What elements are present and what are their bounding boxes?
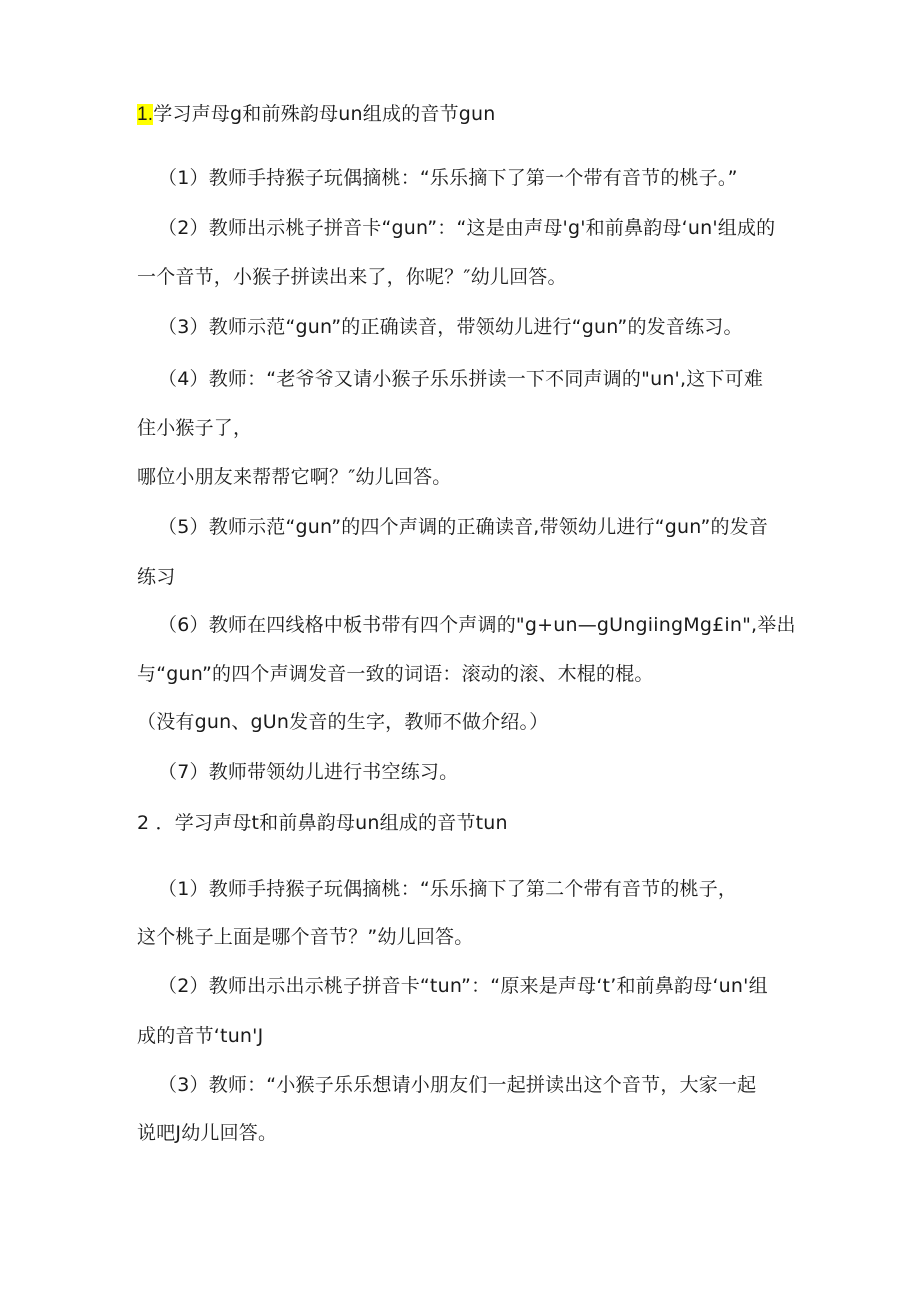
- section-1-title: 学习声母g和前殊韵母un组成的音节gun: [153, 103, 496, 125]
- paragraph-continuation: 哪位小朋友来帮帮它啊？″幼儿回答。: [137, 466, 452, 488]
- paragraph-continuation: 与“gun”的四个声调发音一致的词语：滚动的滚、木棍的棍。: [137, 663, 654, 685]
- paragraph: （1）教师手持猴子玩偶摘桃：“乐乐摘下了第二个带有音节的桃子，: [158, 878, 738, 900]
- paragraph: （4）教师：“老爷爷又请小猴子乐乐拼读一下不同声调的"un',这下可难: [158, 368, 764, 390]
- paragraph-continuation: 住小猴子了，: [137, 417, 253, 439]
- paragraph: （6）教师在四线格中板书带有四个声调的"g+un—gUngiingMg£in",举出: [158, 614, 796, 636]
- section-1-heading: [137, 102, 496, 127]
- paragraph-continuation: 练习: [137, 566, 176, 588]
- paragraph-continuation: 这个桃子上面是哪个音节？”幼儿回答。: [137, 926, 474, 948]
- paragraph: （2）教师出示出示桃子拼音卡“tun”：“原来是声母‘t’和前鼻韵母‘un'组: [158, 975, 768, 997]
- paragraph: （2）教师出示桃子拼音卡“gun”：“这是由声母'g'和前鼻韵母‘un'组成的: [158, 217, 776, 239]
- paragraph-continuation: 一个音节，小猴子拼读出来了，你呢？″幼儿回答。: [137, 266, 567, 288]
- paragraph: （5）教师示范“gun”的四个声调的正确读音,带领幼儿进行“gun”的发音: [158, 516, 769, 538]
- paragraph-continuation: 说吧J幼儿回答。: [137, 1122, 278, 1144]
- paragraph: （3）教师：“小猴子乐乐想请小朋友们一起拼读出这个音节，大家一起: [158, 1074, 757, 1096]
- paragraph: （7）教师带领幼儿进行书空练习。: [158, 761, 459, 783]
- section-1-number: 1.: [137, 104, 154, 125]
- paragraph: （1）教师手持猴子玩偶摘桃：“乐乐摘下了第一个带有音节的桃子。”: [158, 167, 738, 189]
- paragraph-note: （没有gun、gUn发音的生字，教师不做介绍。）: [137, 711, 549, 733]
- section-2-heading: 2 ．学习声母t和前鼻韵母un组成的音节tun: [137, 812, 508, 834]
- paragraph-continuation: 成的音节‘tun'J: [137, 1025, 264, 1047]
- paragraph: （3）教师示范“gun”的正确读音，带领幼儿进行“gun”的发音练习。: [158, 316, 743, 338]
